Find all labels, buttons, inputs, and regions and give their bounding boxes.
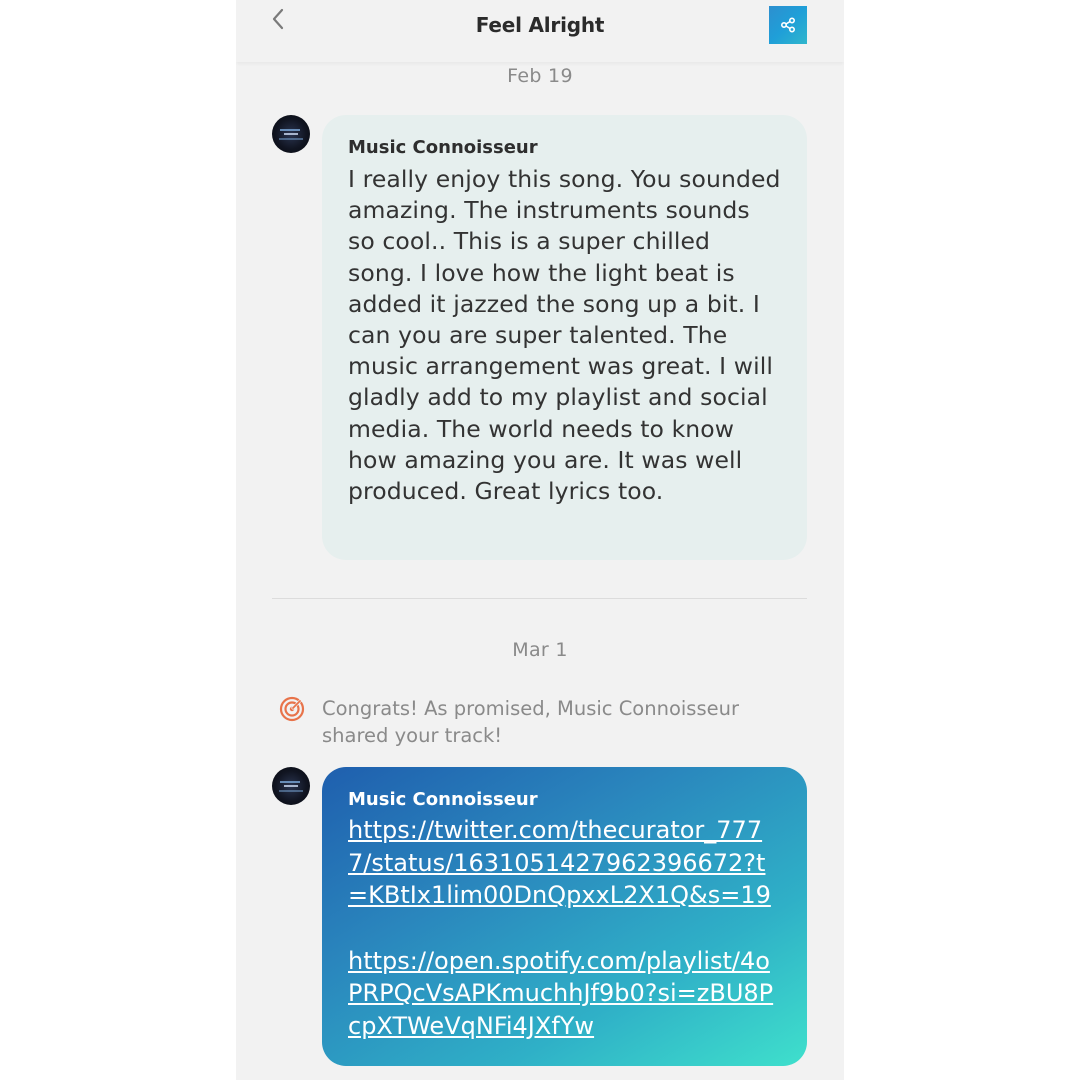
- target-icon: [276, 693, 308, 725]
- twitter-link[interactable]: https://twitter.com/thecurator_7777/status/1631051427962396672?t=KBtIx1lim00DnQpxxL2X1Q&s=19: [348, 816, 771, 909]
- sender-name: Music Connoisseur: [348, 789, 538, 810]
- message-bubble-links: [322, 767, 807, 1066]
- divider: [272, 598, 807, 599]
- spotify-link[interactable]: https://open.spotify.com/playlist/4oPRPQcVsAPKmuchhJf9b0?si=zBU8PcpXTWeVqNFi4JXfYw: [348, 946, 774, 1040]
- link-list: [348, 814, 781, 1042]
- message-text: I really enjoy this song. You sounded amazing. The instruments sounds so cool.. This is a super chilled song. I love how the light beat is added it jazzed the song up a bit. I can you are super talented. The music arrangement was great. I will gladly add to my playlist and social media. The world needs to know how amazing you are. It was well produced. Great lyrics too.: [348, 165, 781, 506]
- page-title: Feel Alright: [475, 13, 605, 37]
- share-icon: [780, 17, 796, 33]
- date-separator: Feb 19: [507, 65, 573, 87]
- sender-name: Music Connoisseur: [348, 137, 538, 158]
- share-button[interactable]: [769, 6, 807, 44]
- avatar[interactable]: [272, 767, 310, 805]
- share-notice: Congrats! As promised, Music Connoisseur shared your track!: [322, 697, 739, 747]
- date-separator: Mar 1: [512, 639, 568, 661]
- header-bar: [236, 0, 844, 62]
- avatar[interactable]: [272, 115, 310, 153]
- message-bubble: [322, 115, 807, 560]
- conversation-screen: [236, 0, 844, 1080]
